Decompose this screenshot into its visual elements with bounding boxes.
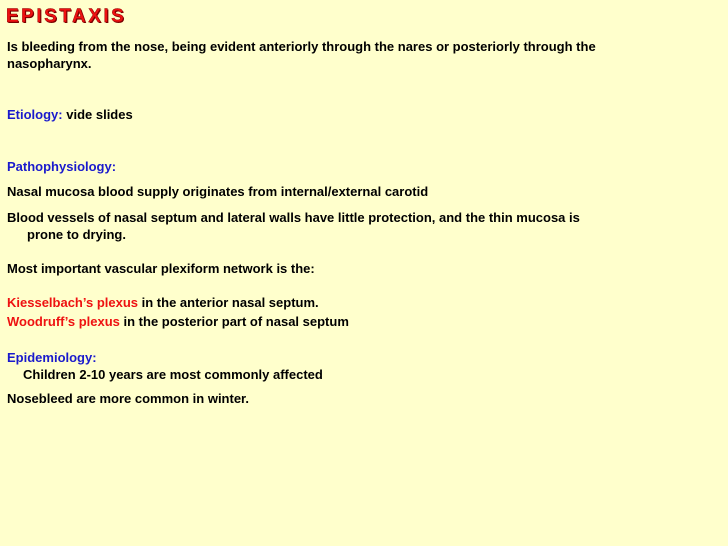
- pathophysiology-line-2: Blood vessels of nasal septum and lateral walls have little protection, and the thin mucosa is: [7, 210, 580, 225]
- network-line: Most important vascular plexiform network is the:: [7, 261, 315, 276]
- kiesselbach-label: Kiesselbach’s plexus: [7, 295, 139, 310]
- definition-line-2: nasopharynx.: [7, 56, 92, 71]
- woodruff-text: in the posterior part of nasal septum: [119, 314, 349, 329]
- pathophysiology-line-1: Nasal mucosa blood supply originates from internal/external carotid: [7, 184, 429, 199]
- woodruff-row: [7, 313, 349, 330]
- definition-line-1: Is bleeding from the nose, being evident anteriorly through the nares or posteriorly through the: [7, 39, 596, 54]
- pathophysiology-heading: Pathophysiology:: [7, 159, 117, 174]
- epidemiology-line-2: Nosebleed are more common in winter.: [7, 391, 250, 406]
- etiology-row: [7, 106, 133, 123]
- pathophysiology-line-2-continued: prone to drying.: [27, 227, 126, 242]
- woodruff-label: Woodruff’s plexus: [7, 314, 120, 329]
- kiesselbach-text: in the anterior nasal septum.: [138, 295, 319, 310]
- kiesselbach-row: [7, 294, 319, 311]
- epidemiology-line-1: Children 2-10 years are most commonly affected: [23, 367, 323, 382]
- etiology-text: vide slides: [62, 107, 133, 122]
- etiology-label: Etiology:: [7, 107, 63, 122]
- epidemiology-heading: Epidemiology:: [7, 350, 97, 365]
- slide-title: EPISTAXIS: [6, 6, 127, 27]
